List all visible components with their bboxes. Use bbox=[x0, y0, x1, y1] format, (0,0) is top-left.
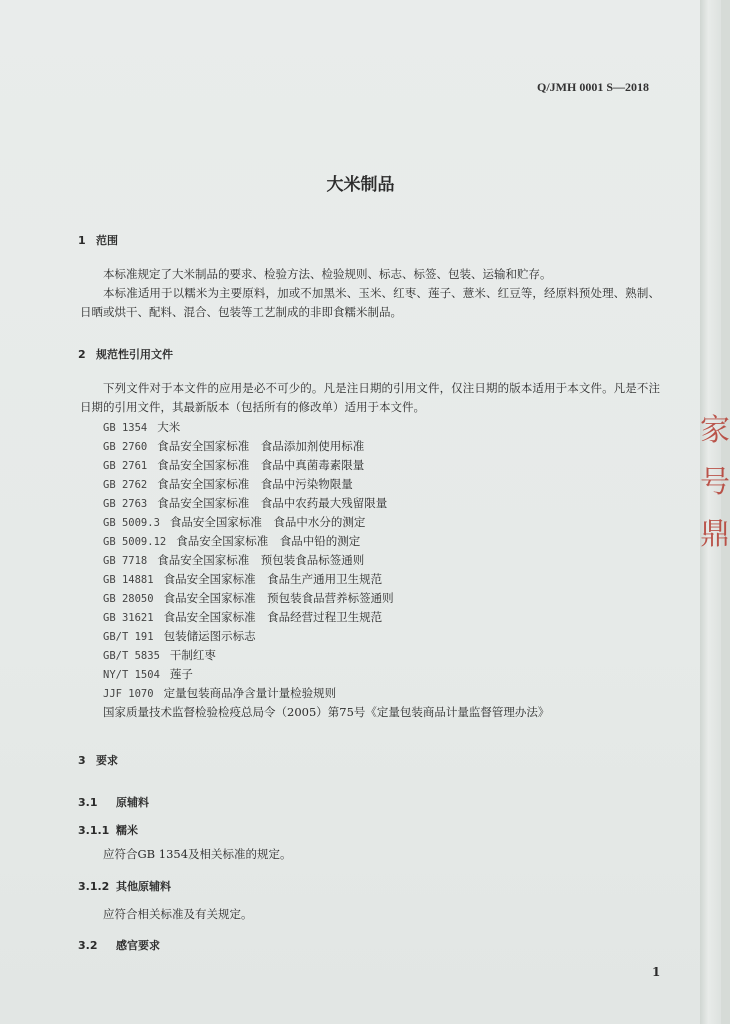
reference-title: 定量包装商品净含量计量检验规则 bbox=[163, 686, 337, 700]
reference-code: GB 2761 bbox=[103, 460, 148, 472]
reference-code: GB 2762 bbox=[103, 479, 148, 491]
reference-title: 食品安全国家标准 食品中真菌毒素限量 bbox=[157, 458, 365, 472]
reference-item bbox=[103, 437, 663, 456]
reference-title: 大米 bbox=[157, 420, 181, 434]
scope-paragraph-1: 本标准规定了大米制品的要求、检验方法、检验规则、标志、标签、包装、运输和贮存。 bbox=[103, 267, 552, 281]
reference-code: GB/T 5835 bbox=[103, 650, 160, 662]
reference-item bbox=[103, 684, 663, 703]
reference-title: 包装储运图示标志 bbox=[163, 629, 256, 643]
reference-item bbox=[103, 589, 663, 608]
reference-item bbox=[103, 665, 663, 684]
reference-item bbox=[103, 494, 663, 513]
document-code: Q/JMH 0001 S—2018 bbox=[536, 80, 649, 94]
reference-code: GB 28050 bbox=[103, 593, 154, 605]
reference-title: 莲子 bbox=[169, 667, 193, 681]
red-stamp-fragment: 家 号 鼎 bbox=[700, 413, 730, 552]
reference-title: 干制红枣 bbox=[169, 648, 216, 662]
reference-item bbox=[103, 532, 663, 551]
section-title: 要求 bbox=[96, 754, 118, 767]
reference-code: GB 14881 bbox=[103, 574, 154, 586]
section-title: 糯米 bbox=[116, 824, 138, 837]
section-number: 3.2 bbox=[78, 939, 98, 952]
section-3-1-1-heading bbox=[78, 822, 138, 838]
scope-paragraph-2: 本标准适用于以糯米为主要原料，加或不加黑米、玉米、红枣、莲子、薏米、红豆等，经原料预处理、熟制、日晒或烘干、配料、混合、包装等工艺制成的非即食糯米制品。 bbox=[80, 286, 660, 319]
reference-code: GB 2763 bbox=[103, 498, 148, 510]
reference-item bbox=[103, 627, 663, 646]
reference-item bbox=[103, 608, 663, 627]
reference-code: GB 5009.12 bbox=[103, 536, 167, 548]
section-number: 3.1.2 bbox=[78, 880, 110, 893]
section-3-1-2-heading bbox=[78, 878, 171, 894]
reference-item bbox=[103, 475, 663, 494]
section-2-heading bbox=[78, 346, 173, 362]
section-number: 3.1 bbox=[78, 796, 98, 809]
section-title: 范围 bbox=[96, 234, 118, 247]
section-1-heading bbox=[78, 232, 118, 248]
reference-item bbox=[103, 703, 663, 722]
reference-code: GB/T 191 bbox=[103, 631, 154, 643]
page-number: 1 bbox=[652, 965, 661, 979]
reference-item bbox=[103, 646, 663, 665]
reference-code: GB 2760 bbox=[103, 441, 148, 453]
reference-item bbox=[103, 513, 663, 532]
reference-item bbox=[103, 570, 663, 589]
section-3-heading bbox=[78, 752, 118, 768]
section-number: 1 bbox=[78, 234, 86, 247]
section-title: 感官要求 bbox=[116, 939, 160, 952]
reference-title: 食品安全国家标准 食品经营过程卫生规范 bbox=[163, 610, 383, 624]
normative-references-intro: 下列文件对于本文件的应用是必不可少的。凡是注日期的引用文件，仅注日期的版本适用于本文件。凡是不注日期的引用文件，其最新版本（包括所有的修改单）适用于本文件。 bbox=[80, 381, 660, 414]
reference-code: NY/T 1504 bbox=[103, 669, 160, 681]
reference-item bbox=[103, 551, 663, 570]
section-3-1-2-text: 应符合相关标准及有关规定。 bbox=[103, 907, 253, 921]
reference-code: GB 1354 bbox=[103, 422, 148, 434]
reference-item bbox=[103, 456, 663, 475]
reference-code: GB 31621 bbox=[103, 612, 154, 624]
reference-title: 食品安全国家标准 预包装食品营养标签通则 bbox=[163, 591, 394, 605]
section-3-1-heading bbox=[78, 794, 149, 810]
reference-title: 食品安全国家标准 食品添加剂使用标准 bbox=[157, 439, 365, 453]
reference-title: 食品安全国家标准 预包装食品标签通则 bbox=[157, 553, 365, 567]
section-title: 原辅料 bbox=[116, 796, 149, 809]
reference-code: GB 5009.3 bbox=[103, 517, 160, 529]
reference-title: 食品安全国家标准 食品中水分的测定 bbox=[169, 515, 366, 529]
section-title: 规范性引用文件 bbox=[96, 348, 173, 361]
section-title: 其他原辅料 bbox=[116, 880, 171, 893]
reference-title: 国家质量技术监督检验检疫总局令（2005）第75号《定量包装商品计量监督管理办法》 bbox=[103, 705, 550, 719]
reference-item bbox=[103, 418, 663, 437]
reference-title: 食品安全国家标准 食品中污染物限量 bbox=[157, 477, 353, 491]
section-number: 3.1.1 bbox=[78, 824, 110, 837]
section-3-2-heading bbox=[78, 937, 160, 953]
document-title: 大米制品 bbox=[326, 175, 395, 195]
reference-code: GB 7718 bbox=[103, 555, 148, 567]
reference-title: 食品安全国家标准 食品中铅的测定 bbox=[176, 534, 361, 548]
reference-title: 食品安全国家标准 食品中农药最大残留限量 bbox=[157, 496, 388, 510]
reference-list bbox=[103, 418, 663, 722]
section-number: 3 bbox=[78, 754, 86, 767]
section-number: 2 bbox=[78, 348, 86, 361]
reference-code: JJF 1070 bbox=[103, 688, 154, 700]
section-3-1-1-text: 应符合GB 1354及相关标准的规定。 bbox=[103, 847, 292, 861]
reference-title: 食品安全国家标准 食品生产通用卫生规范 bbox=[163, 572, 383, 586]
